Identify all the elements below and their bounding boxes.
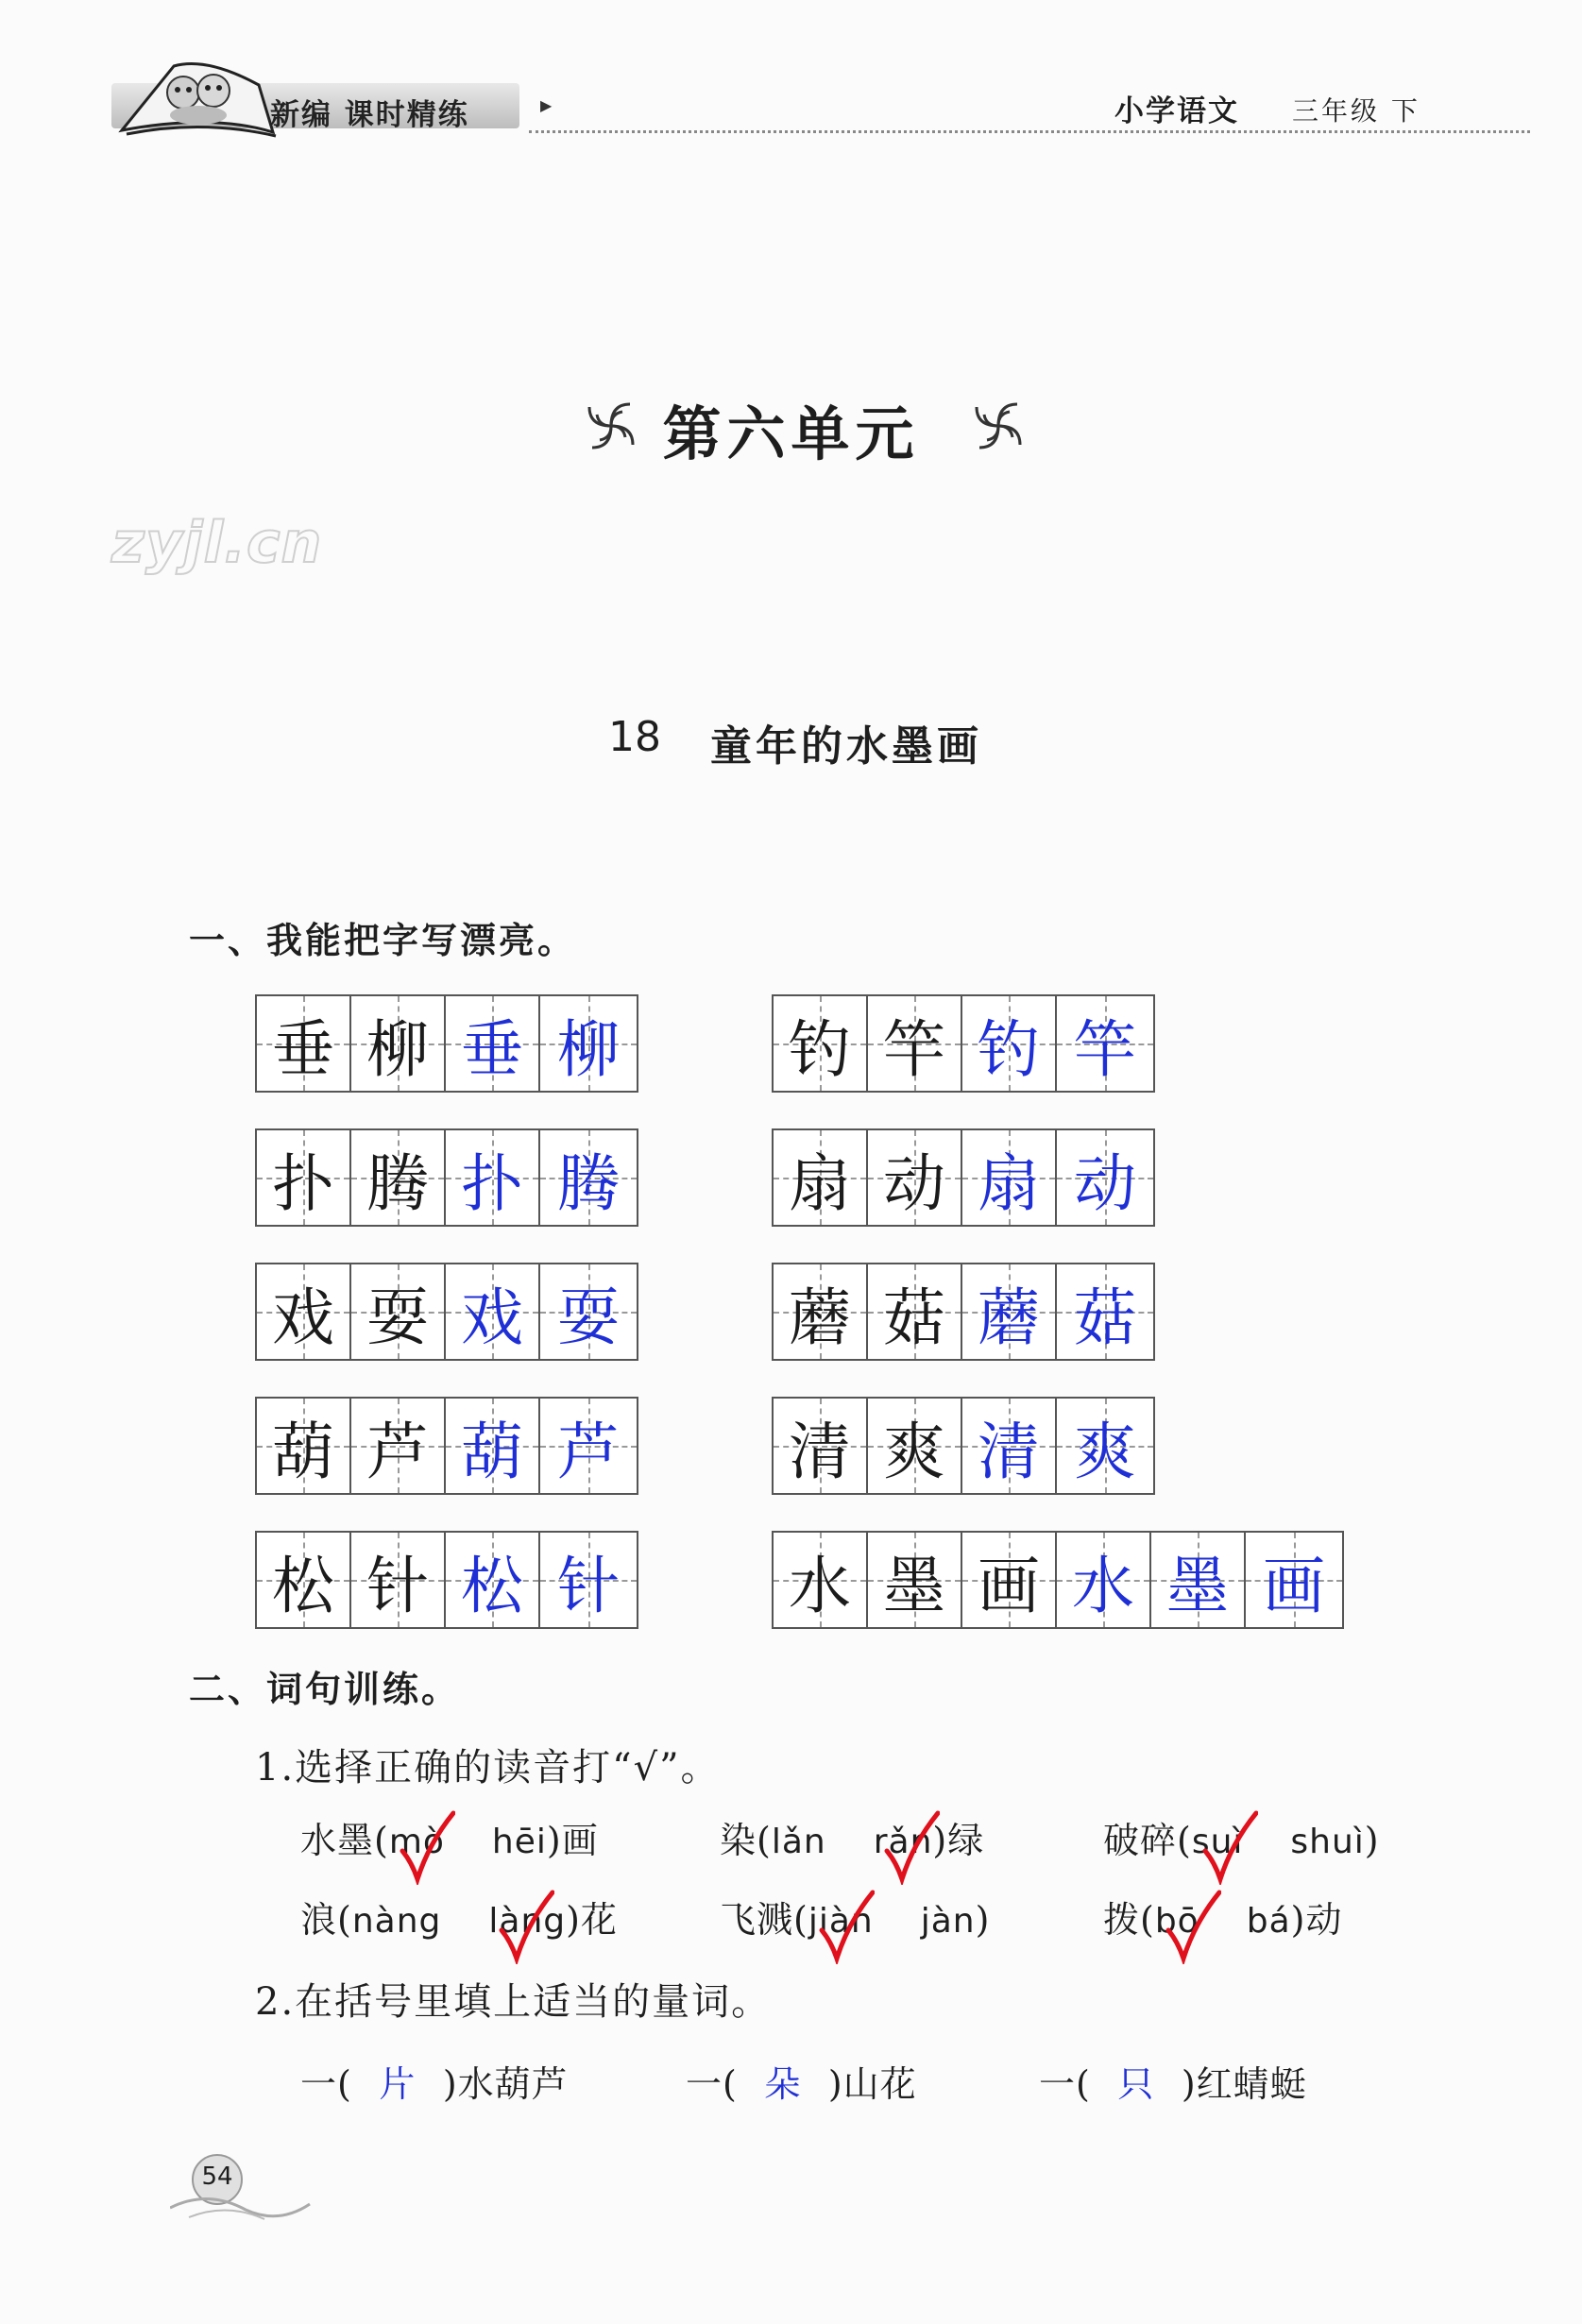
pinyin-option-1: nàng	[351, 1902, 442, 1941]
handwritten-character-cell	[1057, 996, 1153, 1091]
item-suffix: )红蜻蜓	[1181, 2063, 1307, 2105]
pronunciation-item	[300, 1891, 618, 1942]
measure-word-item	[686, 2055, 917, 2107]
word-prefix: 浪(	[300, 1899, 352, 1941]
model-character: 针	[366, 1549, 429, 1622]
handwritten-character-cell	[446, 1264, 540, 1359]
word-suffix: )画	[546, 1820, 599, 1861]
handwritten-character: 戏	[461, 1281, 523, 1354]
lesson-title: 童年的水墨画	[710, 722, 982, 771]
handwritten-character: 葫	[461, 1415, 523, 1488]
writing-grid	[255, 1397, 638, 1495]
brand-title: 新编 课时精练	[270, 98, 469, 132]
red-checkmark-icon	[1201, 1809, 1258, 1885]
book-mascot-logo	[117, 47, 278, 142]
question-2-prompt: 2.在括号里填上适当的量词。	[255, 1980, 772, 2024]
model-character: 蘑	[789, 1281, 851, 1354]
handwritten-character: 松	[461, 1549, 523, 1622]
model-character-cell	[774, 1399, 868, 1493]
pinyin-option-1: jiàn	[808, 1902, 874, 1941]
model-character: 墨	[883, 1549, 945, 1622]
handwritten-character: 清	[978, 1415, 1040, 1488]
model-character: 腾	[366, 1146, 429, 1220]
writing-grid	[772, 1397, 1155, 1495]
section-1-heading: 一、我能把字写漂亮。	[189, 920, 577, 961]
handwritten-character: 针	[557, 1549, 620, 1622]
model-character: 戏	[272, 1281, 334, 1354]
word-prefix: 破碎(	[1103, 1820, 1192, 1861]
handwritten-character: 菇	[1074, 1281, 1136, 1354]
lesson-number: 18	[608, 713, 661, 761]
handwritten-character: 动	[1074, 1146, 1136, 1220]
model-character: 耍	[366, 1281, 429, 1354]
pronunciation-item	[720, 1811, 984, 1863]
model-character: 扑	[272, 1146, 334, 1220]
subject-label: 小学语文	[1114, 94, 1239, 128]
model-character-cell	[774, 1264, 868, 1359]
handwritten-character-cell	[962, 996, 1057, 1091]
word-suffix: )	[1364, 1820, 1380, 1861]
word-prefix: 水墨(	[300, 1820, 389, 1861]
handwritten-character: 芦	[557, 1415, 620, 1488]
handwritten-character: 扇	[978, 1146, 1040, 1220]
handwritten-character-cell	[1057, 1264, 1153, 1359]
pinyin-option-1: lǎn	[771, 1823, 826, 1861]
red-checkmark-icon	[818, 1889, 875, 1964]
handwritten-character: 柳	[557, 1012, 620, 1086]
pinyin-option-1: suì	[1192, 1823, 1244, 1861]
model-character-cell	[257, 1130, 351, 1225]
handwritten-character: 画	[1263, 1549, 1325, 1622]
handwritten-character: 墨	[1166, 1549, 1229, 1622]
model-character-cell	[962, 1533, 1057, 1627]
pinyin-option-2: làng	[488, 1902, 566, 1941]
model-character-cell	[774, 1533, 868, 1627]
model-character: 扇	[789, 1146, 851, 1220]
handwritten-character-cell	[962, 1130, 1057, 1225]
writing-grid	[772, 1128, 1155, 1227]
pinyin-option-1: mò	[389, 1823, 445, 1861]
handwritten-character: 蘑	[978, 1281, 1040, 1354]
item-prefix: 一(	[1039, 2063, 1091, 2105]
question-1-prompt: 1.选择正确的读音打“√”。	[255, 1746, 721, 1790]
word-prefix: 飞溅(	[720, 1899, 808, 1941]
model-character: 钓	[789, 1012, 851, 1086]
model-character: 垂	[272, 1012, 334, 1086]
filled-answer: 只	[1117, 2063, 1155, 2105]
model-character-cell	[257, 996, 351, 1091]
section-2-heading: 二、词句训练。	[189, 1669, 461, 1710]
arrow-right-icon: ▶	[540, 96, 553, 114]
model-character-cell	[257, 1533, 351, 1627]
handwritten-character-cell	[1151, 1533, 1246, 1627]
grade-label: 三年级 下	[1292, 95, 1420, 127]
model-character: 动	[883, 1146, 945, 1220]
model-character-cell	[868, 1264, 962, 1359]
handwritten-character-cell	[962, 1264, 1057, 1359]
model-character: 竿	[883, 1012, 945, 1086]
pronunciation-item	[720, 1891, 990, 1942]
red-checkmark-icon	[399, 1809, 455, 1885]
swirl-ornament-icon	[965, 393, 1031, 459]
model-character-cell	[351, 1130, 446, 1225]
model-character: 画	[978, 1549, 1040, 1622]
model-character-cell	[257, 1264, 351, 1359]
handwritten-character-cell	[446, 1533, 540, 1627]
model-character: 爽	[883, 1415, 945, 1488]
model-character-cell	[868, 1130, 962, 1225]
word-suffix: )花	[566, 1899, 618, 1941]
handwritten-character: 竿	[1074, 1012, 1136, 1086]
pronunciation-item	[1103, 1891, 1342, 1942]
model-character-cell	[351, 996, 446, 1091]
unit-title: 第六单元	[662, 399, 920, 468]
writing-grid	[772, 1531, 1344, 1629]
item-prefix: 一(	[300, 2063, 352, 2105]
handwritten-character-cell	[962, 1399, 1057, 1493]
handwritten-character-cell	[540, 996, 637, 1091]
model-character-cell	[868, 1399, 962, 1493]
filled-answer: 片	[379, 2063, 417, 2105]
handwritten-character: 钓	[978, 1012, 1040, 1086]
measure-word-item	[300, 2055, 569, 2107]
word-suffix: )动	[1290, 1899, 1343, 1941]
handwritten-character: 扑	[461, 1146, 523, 1220]
handwritten-character-cell	[446, 996, 540, 1091]
model-character: 芦	[366, 1415, 429, 1488]
red-checkmark-icon	[883, 1809, 940, 1885]
word-prefix: 拨(	[1103, 1899, 1155, 1941]
red-checkmark-icon	[498, 1889, 554, 1964]
handwritten-character: 爽	[1074, 1415, 1136, 1488]
item-suffix: )水葫芦	[442, 2063, 569, 2105]
pinyin-option-2: hēi	[491, 1823, 547, 1861]
writing-grid	[255, 994, 638, 1093]
model-character-cell	[257, 1399, 351, 1493]
writing-grid	[772, 994, 1155, 1093]
pinyin-option-2: bá	[1246, 1902, 1291, 1941]
handwritten-character-cell	[1057, 1130, 1153, 1225]
model-character-cell	[351, 1264, 446, 1359]
model-character: 清	[789, 1415, 851, 1488]
model-character-cell	[351, 1399, 446, 1493]
model-character-cell	[774, 996, 868, 1091]
handwritten-character-cell	[1057, 1399, 1153, 1493]
model-character-cell	[774, 1130, 868, 1225]
pinyin-option-1: bō	[1155, 1902, 1199, 1941]
pronunciation-item	[300, 1811, 599, 1863]
writing-grid	[255, 1531, 638, 1629]
handwritten-character: 腾	[557, 1146, 620, 1220]
word-prefix: 染(	[720, 1820, 772, 1861]
handwritten-character-cell	[1057, 1533, 1151, 1627]
pronunciation-item	[1103, 1811, 1380, 1863]
word-suffix: )绿	[932, 1820, 985, 1861]
handwritten-character-cell	[540, 1533, 637, 1627]
red-checkmark-icon	[1165, 1889, 1221, 1964]
page-number-badge	[170, 2142, 312, 2231]
filled-answer: 朵	[764, 2063, 802, 2105]
item-prefix: 一(	[686, 2063, 738, 2105]
handwritten-character-cell	[540, 1264, 637, 1359]
page-number: 54	[201, 2163, 233, 2191]
pinyin-option-2: jàn	[920, 1902, 976, 1941]
model-character: 葫	[272, 1415, 334, 1488]
handwritten-character-cell	[1246, 1533, 1342, 1627]
handwritten-character-cell	[446, 1399, 540, 1493]
model-character-cell	[868, 1533, 962, 1627]
handwritten-character: 垂	[461, 1012, 523, 1086]
handwritten-character-cell	[540, 1130, 637, 1225]
writing-grid	[255, 1128, 638, 1227]
header-divider	[529, 130, 1530, 133]
model-character: 菇	[883, 1281, 945, 1354]
pinyin-option-2: shuì	[1290, 1823, 1365, 1861]
pinyin-option-2: rǎn	[874, 1823, 933, 1861]
watermark: zyjl.cn	[111, 510, 323, 576]
model-character-cell	[868, 996, 962, 1091]
writing-grid	[772, 1263, 1155, 1361]
item-suffix: )山花	[827, 2063, 917, 2105]
handwritten-character-cell	[446, 1130, 540, 1225]
handwritten-character-cell	[540, 1399, 637, 1493]
model-character-cell	[351, 1533, 446, 1627]
model-character: 松	[272, 1549, 334, 1622]
measure-word-item	[1039, 2055, 1307, 2107]
writing-grid	[255, 1263, 638, 1361]
word-suffix: )	[975, 1899, 991, 1941]
model-character: 柳	[366, 1012, 429, 1086]
model-character: 水	[789, 1549, 851, 1622]
handwritten-character: 耍	[557, 1281, 620, 1354]
handwritten-character: 水	[1072, 1549, 1134, 1622]
